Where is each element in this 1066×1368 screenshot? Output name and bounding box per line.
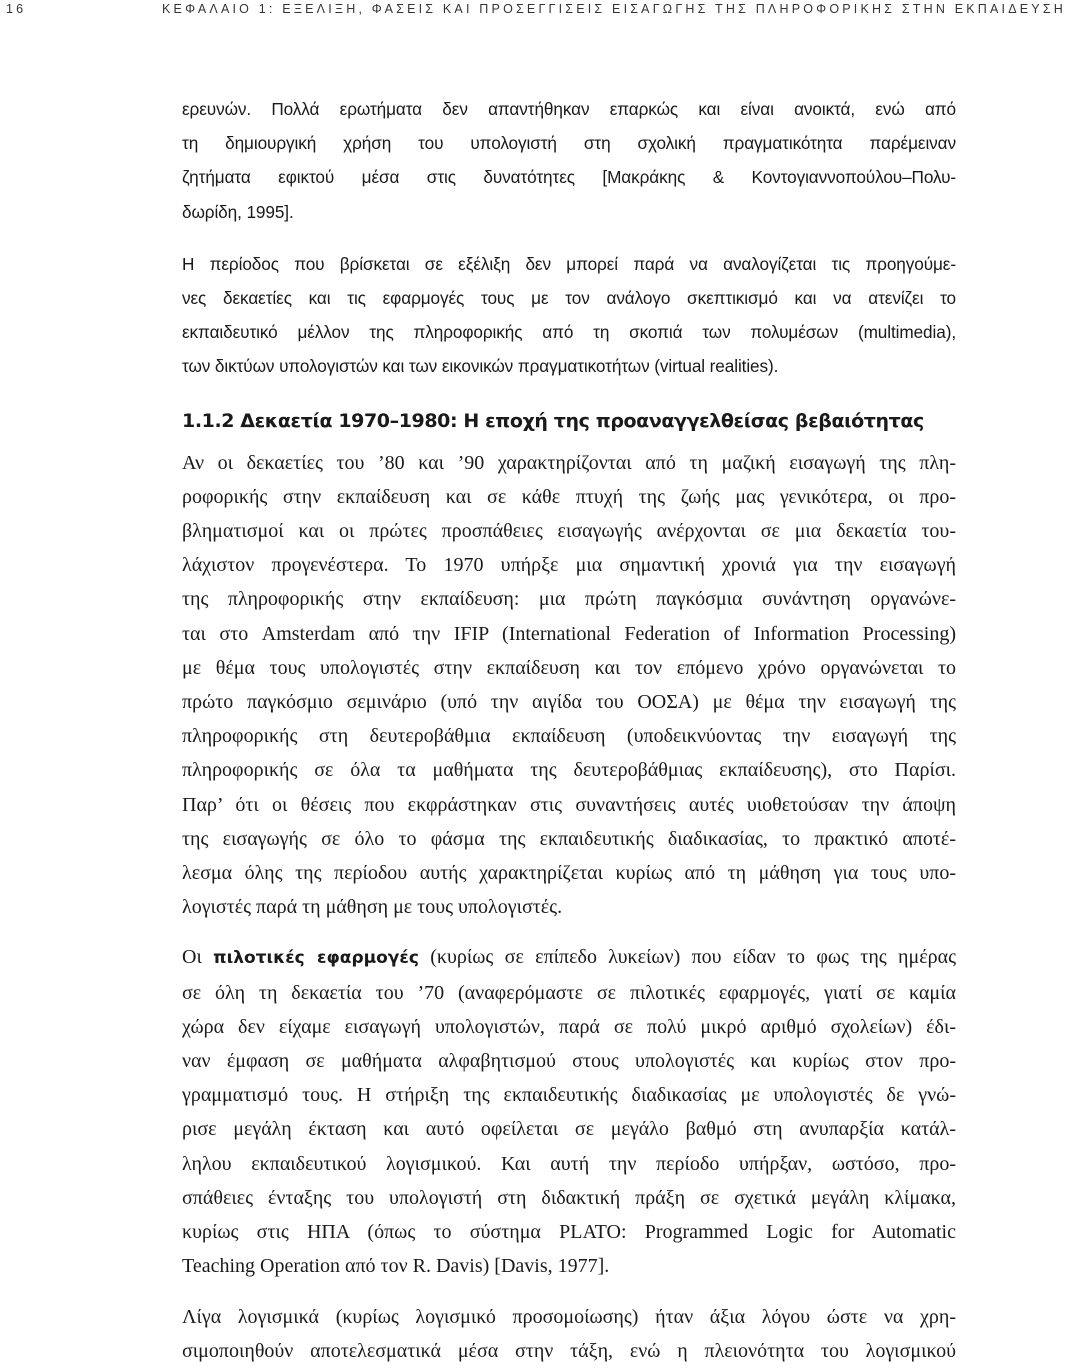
text-line: Λίγα λογισμικά (κυρίως λογισμικό προσομοίωσης) ήταν άξια λόγου ώστε να χρη- [182, 1305, 956, 1328]
text-line: κυρίως στις ΗΠΑ (όπως το σύστημα PLATO: Programmed Logic for Automatic [182, 1221, 956, 1244]
text-line: πληροφορικής σε όλα τα μαθήματα της δευτεροβάθμιας εκπαίδευσης), στο Παρίσι. [182, 759, 956, 782]
text-line: των δικτύων υπολογιστών και των εικονικών πραγματικοτήτων (virtual realities). [182, 356, 779, 377]
text-line: πρώτο παγκόσμιο σεμινάριο (υπό την αιγίδα του ΟΟΣΑ) με θέμα την εισαγωγή της [182, 691, 956, 714]
text-line: εκπαιδευτικό μέλλον της πληροφορικής από τη σκοπιά των πολυμέσων (multimedia), [182, 322, 956, 343]
text-line: ζητήματα εφικτού μέσα στις δυνατότητες [Μακράκης & Κοντογιαννοπούλου–Πολυ- [182, 167, 956, 188]
text-line: ληλου εκπαιδευτικού λογισμικού. Και αυτή την περίοδο υπήρξαν, ωστόσο, προ- [182, 1152, 956, 1175]
text-line: λάχιστον προγενέστερα. Το 1970 υπήρξε μια σημαντική χρονιά για την εισαγωγή [182, 554, 956, 577]
text-line: γραμματισμό τους. Η στήριξη της εκπαιδευτικής διαδικασίας με υπολογιστές δε γνώ- [182, 1084, 956, 1107]
text-line: σιμοποιηθούν αποτελεσματικά μέσα στην τάξη, ενώ η πλειονότητα του λογισμικού [182, 1339, 956, 1362]
text-line: Αν οι δεκαετίες του ’80 και ’90 χαρακτηρίζονται από τη μαζική εισαγωγή της πλη- [182, 451, 956, 474]
section-heading: 1.1.2 Δεκαετία 1970–1980: Η εποχή της προαναγγελθείσας βεβαιότητας [182, 409, 924, 432]
text-line: τη δημιουργική χρήση του υπολογιστή στη σχολική πραγματικότητα παρέμειναν [182, 133, 956, 154]
text-line: σε όλη τη δεκαετία του ’70 (αναφερόμαστε σε πιλοτικές εφαρμογές, γιατί σε καμία [182, 981, 956, 1004]
text-line: ται στο Amsterdam από την IFIP (International Federation of Information Processing) [182, 622, 956, 645]
text-line: νες δεκαετίες και τις εφαρμογές τους με τον ανάλογο σκεπτικισμό και να ατενίζει το [182, 288, 956, 309]
text-fragment: (κυρίως σε επίπεδο λυκείων) που είδαν το φως της ημέρας [418, 946, 956, 969]
text-line [182, 940, 956, 975]
text-line: με θέμα τους υπολογιστές στην εκπαίδευση και τον επόμενο χρόνο οργανώνεται το [182, 656, 956, 679]
text-line: της πληροφορικής στην εκπαίδευση: μια πρώτη παγκόσμια συνάντηση οργανώνε- [182, 588, 956, 611]
paragraph-1 [182, 92, 956, 229]
text-line: λεσμα όλης της περίοδου αυτής χαρακτηρίζεται κυρίως από τη μάθηση για τους υπο- [182, 862, 956, 885]
text-line: λογιστές παρά τη μάθηση με τους υπολογιστές. [182, 896, 563, 919]
paragraph-5 [182, 1300, 956, 1368]
body-text [182, 92, 956, 1368]
chapter-title: ΚΕΦΑΛΑΙΟ 1: ΕΞΕΛΙΞΗ, ΦΑΣΕΙΣ ΚΑΙ ΠΡΟΣΕΓΓΙΣΕΙΣ ΕΙΣΑΓΩΓΗΣ ΤΗΣ ΠΛΗΡΟΦΟΡΙΚΗΣ ΣΤΗΝ ΕΚΠΑΙΔΕΥΣΗ [162, 2, 1066, 16]
page-number: 16 [6, 2, 27, 16]
running-header [0, 0, 1066, 22]
text-line: Η περίοδος που βρίσκεται σε εξέλιξη δεν μπορεί παρά να αναλογίζεται τις προηγούμε- [182, 253, 956, 274]
paragraph-2 [182, 247, 956, 384]
text-line: δωρίδη, 1995]. [182, 201, 294, 222]
text-line: σπάθειες ένταξης του υπολογιστή στη διδακτική πράξη σε σχετικά μεγάλη κλίμακα, [182, 1186, 956, 1209]
text-line: ροφορικής στην εκπαίδευση και σε κάθε πτυχή της ζωής μας γενικότερα, οι προ- [182, 485, 956, 508]
text-fragment: Οι [182, 946, 214, 969]
text-line: ρισε μεγάλη έκταση και αυτό οφείλεται σε μεγάλο βαθμό στη ανυπαρξία κατάλ- [182, 1118, 956, 1141]
text-line: βληματισμοί και οι πρώτες προσπάθειες εισαγωγής ανέρχονται σε μια δεκαετία του- [182, 520, 956, 543]
text-line: ερευνών. Πολλά ερωτήματα δεν απαντήθηκαν επαρκώς και είναι ανοικτά, ενώ από [182, 99, 956, 119]
bold-term: πιλοτικές εφαρμογές [213, 948, 419, 969]
text-line: πληροφορικής στη δευτεροβάθμια εκπαίδευση (υποδεικνύοντας την εισαγωγή της [182, 725, 956, 748]
text-line: της εισαγωγής σε όλο το φάσμα της εκπαιδευτικής διαδικασίας, το πρακτικό αποτέ- [182, 827, 956, 850]
text-line: Παρ’ ότι οι θέσεις που εκφράστηκαν στις συναντήσεις αυτές υιοθετούσαν την άποψη [182, 793, 956, 816]
text-line: ναν έμφαση σε μαθήματα αλφαβητισμού στους υπολογιστές και κυρίως στον προ- [182, 1050, 956, 1073]
paragraph-3 [182, 446, 956, 925]
paragraph-4 [182, 940, 956, 1283]
text-line: Teaching Operation από τον R. Davis) [Davis, 1977]. [182, 1255, 610, 1278]
text-line: χώρα δεν είχαμε εισαγωγή υπολογιστών, παρά σε πολύ μικρό αριθμό σχολείων) έδι- [182, 1015, 956, 1038]
